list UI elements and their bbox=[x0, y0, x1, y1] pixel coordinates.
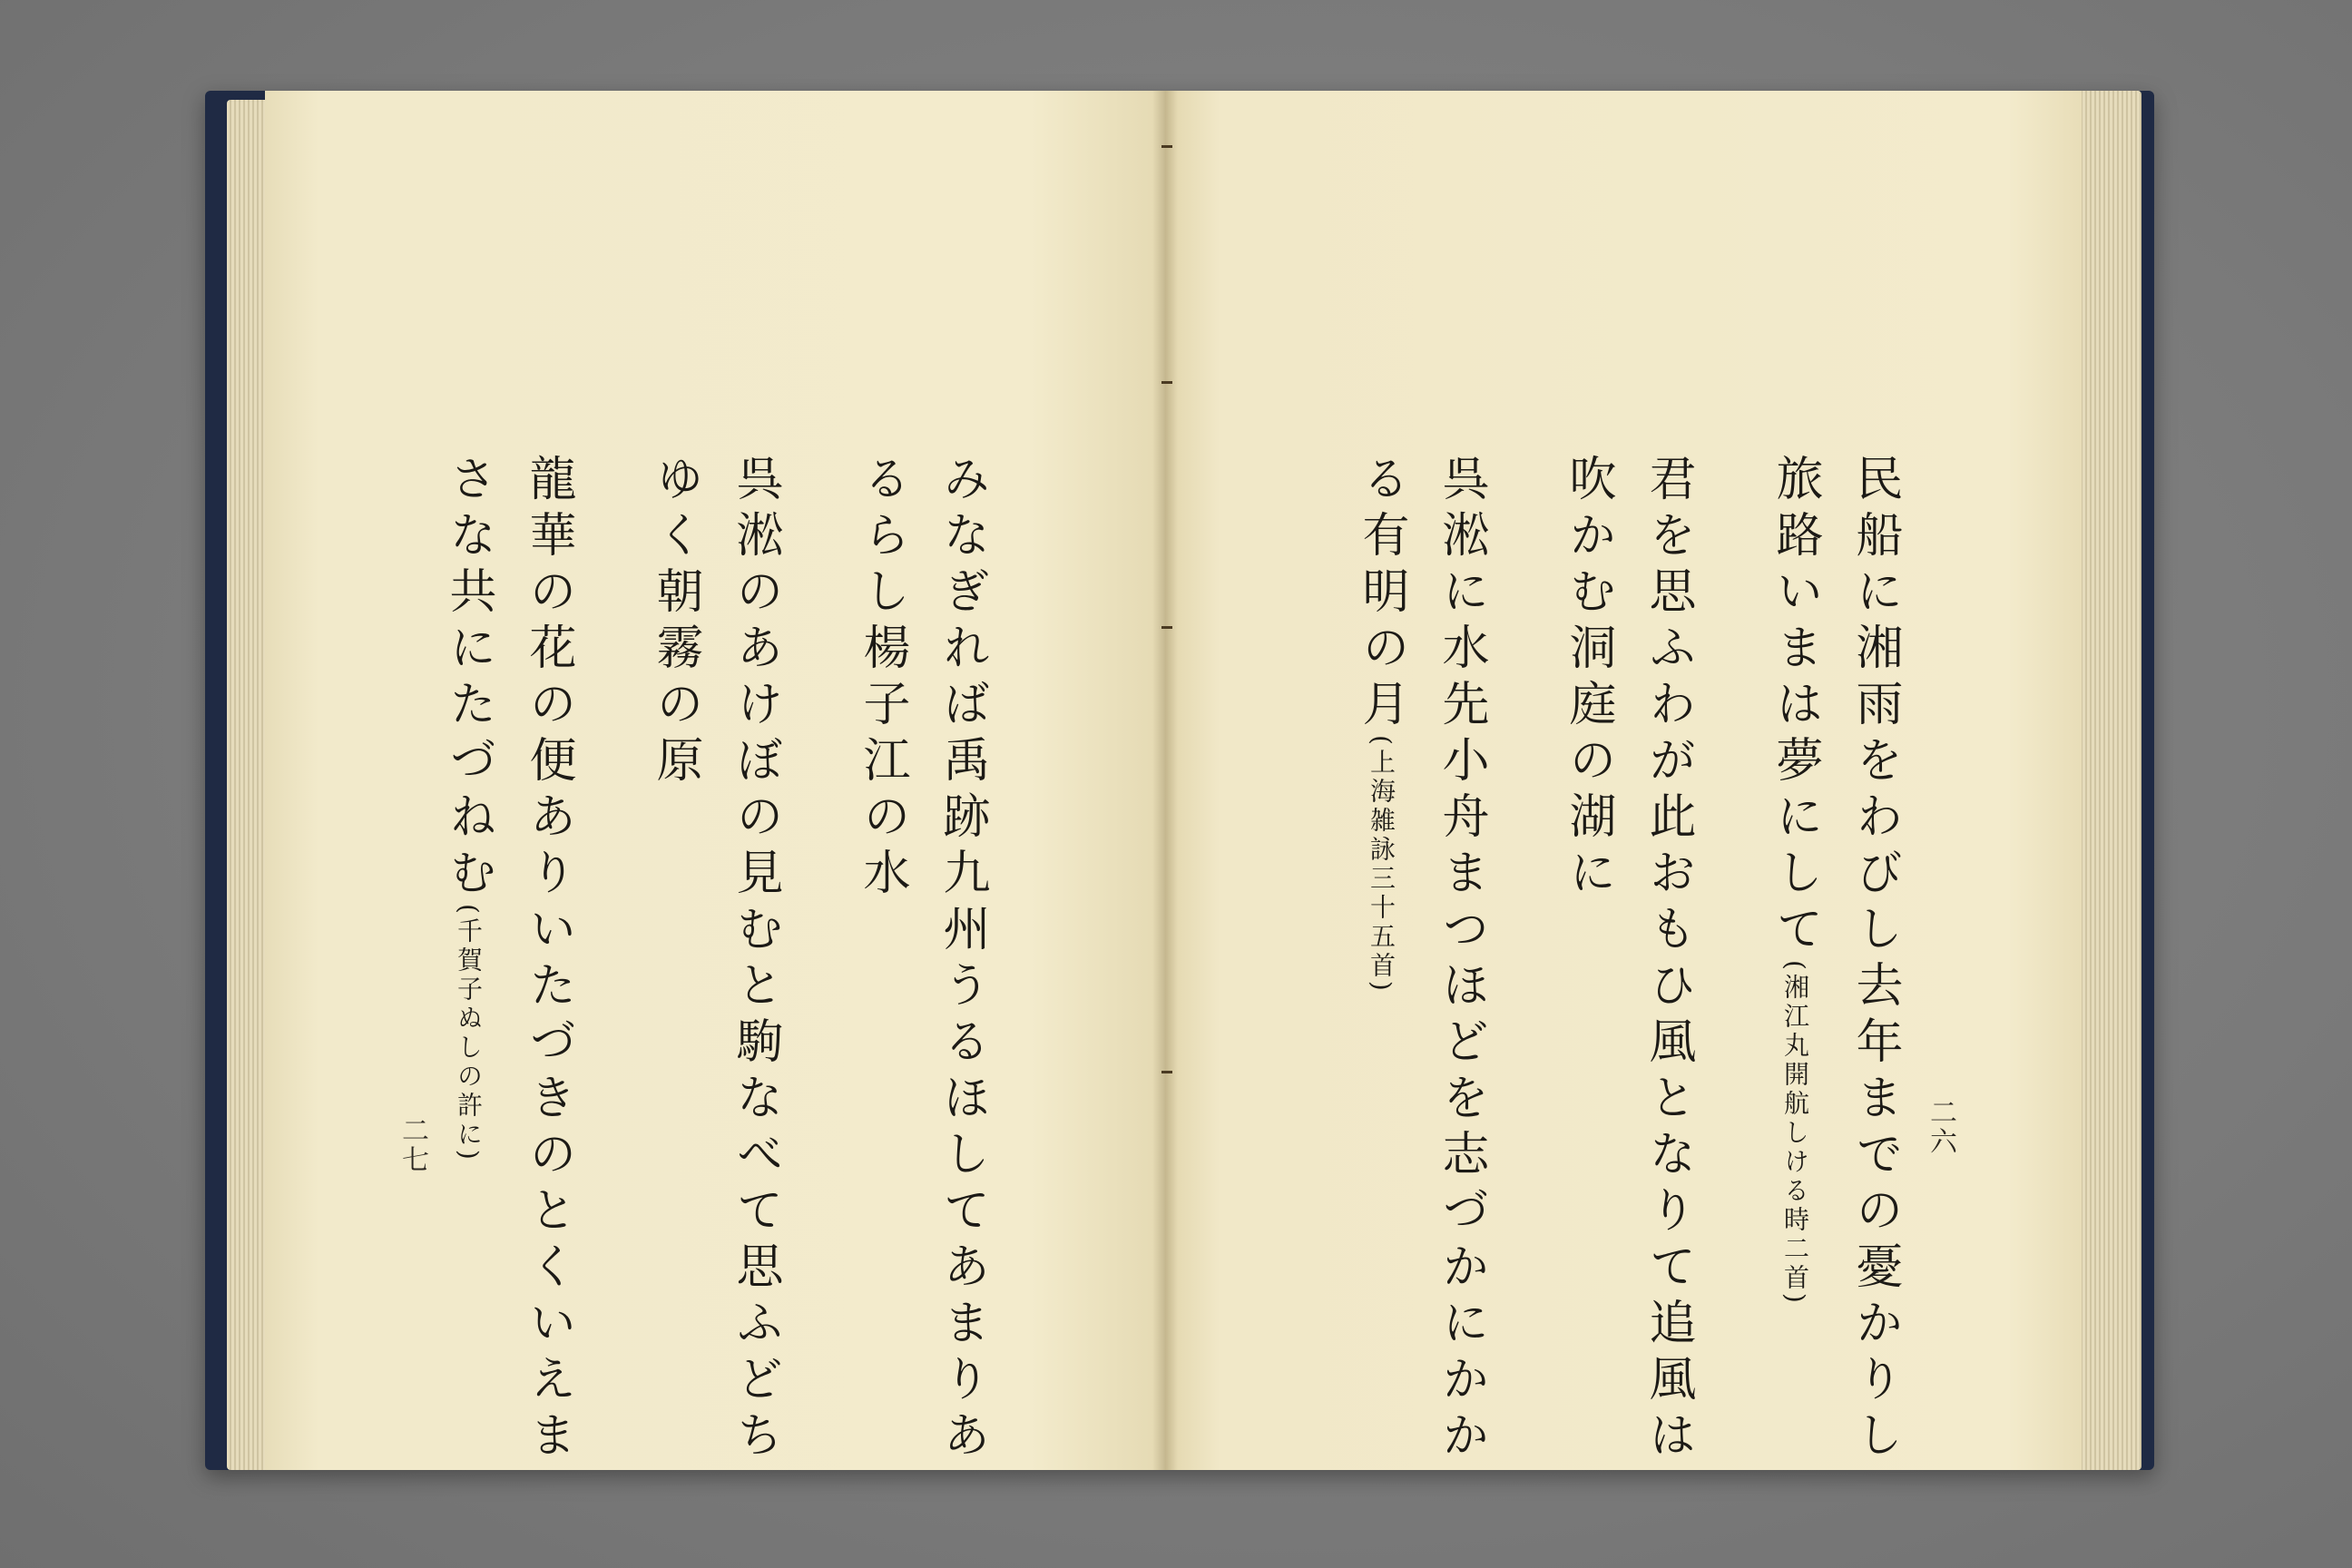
poem-line bbox=[521, 454, 575, 1466]
left-page bbox=[265, 91, 1165, 1470]
binding-stitch bbox=[1161, 145, 1172, 148]
poem-note: (上海雑詠三十五首) bbox=[1367, 735, 1396, 995]
page-stack-right bbox=[2078, 91, 2141, 1470]
poem-text: さな共にたづねむ bbox=[441, 454, 495, 904]
poem-line bbox=[441, 454, 495, 1163]
binding-stitch bbox=[1161, 381, 1172, 384]
poem-text: 民船に湘雨をわびし去年までの憂かりし bbox=[1847, 454, 1902, 1466]
poem-line bbox=[935, 454, 989, 1466]
poem-line bbox=[728, 454, 782, 1466]
poem-note: (千賀子ぬしの許に) bbox=[454, 904, 484, 1163]
poem-line bbox=[1354, 454, 1408, 995]
poem-text: みなぎれば禹跡九州うるほしてあまりあ bbox=[935, 454, 989, 1466]
poem-text: る有明の月 bbox=[1354, 454, 1408, 735]
page-number: 二七 bbox=[397, 1116, 428, 1174]
poem-line bbox=[1561, 454, 1615, 904]
poem-line bbox=[1641, 454, 1695, 1466]
poem-note: (湘江丸開航しける時二首) bbox=[1780, 960, 1810, 1307]
poem-text: 旅路いまは夢にして bbox=[1768, 454, 1822, 960]
poem-line bbox=[855, 454, 909, 904]
poem-line bbox=[648, 454, 702, 791]
poem-text: るらし楊子江の水 bbox=[855, 454, 909, 904]
book-gutter bbox=[1152, 91, 1178, 1470]
poem-text: ゆく朝霧の原 bbox=[648, 454, 702, 791]
binding-stitch bbox=[1161, 626, 1172, 629]
poem-text: 龍華の花の便ありいたづきのとくいえま bbox=[521, 454, 575, 1466]
binding-stitch bbox=[1161, 1071, 1172, 1073]
poem-text: 吹かむ洞庭の湖に bbox=[1561, 454, 1615, 904]
poem-line bbox=[1768, 454, 1822, 1307]
poem-text: 呉淞のあけぼの見むと駒なべて思ふどち bbox=[728, 454, 782, 1466]
poem-text: 呉淞に水先小舟まつほどを志づかにかか bbox=[1434, 454, 1488, 1466]
page-number: 二六 bbox=[1925, 1098, 1956, 1156]
poem-line bbox=[1434, 454, 1488, 1466]
right-page bbox=[1165, 91, 2082, 1470]
poem-line bbox=[1847, 454, 1902, 1466]
poem-text: 君を思ふわが此おもひ風となりて追風は bbox=[1641, 454, 1695, 1466]
